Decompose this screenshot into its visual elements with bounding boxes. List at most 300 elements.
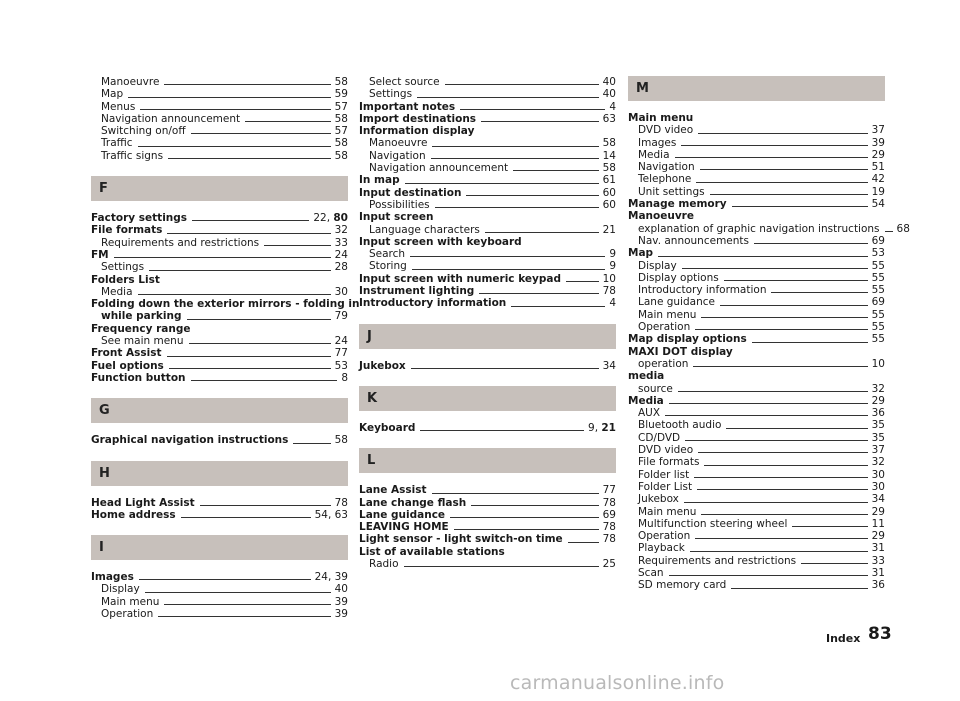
index-entry — [628, 247, 885, 259]
entry-term: Map display options — [628, 333, 747, 346]
leader-line — [681, 145, 867, 146]
index-column-3 — [628, 76, 910, 592]
leader-line — [411, 368, 599, 369]
entry-term: Menus — [101, 100, 136, 113]
leader-line — [704, 465, 867, 466]
entry-term: DVD video — [638, 124, 694, 137]
leader-line — [479, 293, 598, 294]
index-subentry — [91, 608, 348, 620]
page-reference — [335, 237, 348, 249]
entry-term: AUX — [638, 407, 661, 420]
entry-term: while parking — [101, 310, 182, 323]
page-number-text: 58 — [334, 137, 348, 150]
page-reference — [872, 235, 885, 247]
index-entry — [359, 113, 616, 125]
index-heading: MAXI DOT display — [628, 345, 733, 358]
leader-line — [698, 133, 867, 134]
page-number-text: 58 — [334, 434, 348, 447]
page-number-text: 31 — [871, 542, 885, 555]
index-entry — [91, 224, 348, 236]
page-reference — [335, 224, 348, 236]
entry-term: operation — [638, 357, 689, 370]
entry-term: Nav. announcements — [638, 234, 750, 247]
page-reference — [872, 506, 885, 518]
page-reference — [335, 150, 348, 162]
index-subentry — [628, 555, 885, 567]
page-reference — [315, 509, 348, 521]
index-entry — [359, 174, 616, 186]
page-reference — [335, 76, 348, 88]
footer-section-label: Index — [826, 632, 861, 645]
entry-term: Lane guidance — [359, 508, 446, 521]
page-reference — [872, 124, 885, 136]
index-entry — [91, 571, 348, 583]
leader-line — [187, 319, 331, 320]
page-number-text: 25 — [602, 558, 616, 571]
index-subentry — [91, 335, 348, 347]
entry-term: Storing — [369, 260, 407, 273]
leader-line — [720, 305, 868, 306]
index-entry — [359, 521, 616, 533]
page-reference — [872, 149, 885, 161]
index-heading: Main menu — [628, 112, 694, 124]
index-subentry — [359, 224, 616, 236]
index-entry — [628, 198, 885, 210]
page-number-text: 58 — [602, 137, 616, 150]
page-number-text: 10 — [871, 357, 885, 370]
entry-term: Main menu — [638, 505, 697, 518]
entry-term: Media — [628, 394, 664, 407]
page-number-text: 31 — [871, 566, 885, 579]
page-number-text: 77 — [602, 484, 616, 497]
entry-term: Radio — [369, 558, 399, 571]
page-number-text: 57 — [334, 100, 348, 113]
leader-line — [450, 517, 599, 518]
page-reference — [872, 198, 885, 210]
entry-term: Operation — [638, 321, 691, 334]
entry-term: Map — [101, 88, 124, 101]
index-subentry — [359, 558, 616, 570]
leader-line — [698, 452, 867, 453]
index-heading: Input screen with keyboard — [359, 235, 522, 248]
leader-line — [693, 366, 867, 367]
entry-term: Lane guidance — [638, 296, 715, 309]
entry-term: Navigation — [638, 161, 695, 174]
leader-line — [158, 616, 330, 617]
leader-line — [485, 232, 599, 233]
index-entry — [359, 360, 616, 372]
page-number-text: 69 — [871, 296, 885, 309]
page-reference — [335, 335, 348, 347]
index-subentry — [91, 237, 348, 249]
page-number-text: 28 — [334, 261, 348, 274]
page-reference — [335, 310, 348, 322]
page-reference — [341, 372, 348, 384]
page-reference — [603, 521, 616, 533]
leader-line — [669, 403, 868, 404]
index-entry — [359, 187, 616, 199]
main-page-reference: 80 — [333, 212, 348, 225]
index-entry — [91, 434, 348, 446]
entry-term: Navigation — [369, 149, 426, 162]
index-entry — [359, 497, 616, 509]
index-subentry — [628, 284, 885, 296]
page-number-text: 39 — [334, 595, 348, 608]
leader-line — [181, 517, 311, 518]
page-number-text: 78 — [602, 285, 616, 298]
index-heading: Folding down the exterior mirrors - folding in — [91, 298, 360, 311]
page-number-text: 35 — [871, 431, 885, 444]
entry-term: Display — [638, 259, 677, 272]
page-reference — [872, 383, 885, 395]
page-number-text: 55 — [871, 284, 885, 297]
index-subentry — [359, 260, 616, 272]
section-letter-header: F — [91, 176, 348, 201]
entry-term: CD/DVD — [638, 431, 681, 444]
page-number-text: 58 — [334, 76, 348, 88]
index-subentry — [628, 542, 885, 554]
page-reference — [609, 101, 616, 113]
page-number-text: 40 — [602, 88, 616, 101]
entry-term: Requirements and restrictions — [101, 236, 260, 249]
entry-term: Display — [101, 583, 140, 596]
page-reference — [603, 497, 616, 509]
index-subentry — [628, 469, 885, 481]
entry-term: Unit settings — [638, 185, 705, 198]
index-entry — [91, 310, 348, 322]
main-page-reference: 21 — [601, 421, 616, 434]
page-reference — [872, 530, 885, 542]
entry-term: Input screen with numeric keypad — [359, 272, 561, 285]
page-number-text: 79 — [334, 310, 348, 323]
page-reference — [603, 199, 616, 211]
page-number-text: 29 — [871, 148, 885, 161]
index-entry — [359, 484, 616, 496]
index-subentry — [359, 137, 616, 149]
page-reference — [603, 273, 616, 285]
page-number-text: 4 — [609, 100, 616, 113]
page-number: 83 — [868, 624, 892, 644]
page-number-text: 58 — [334, 149, 348, 162]
leader-line — [726, 428, 867, 429]
page-number-text: 24 — [334, 335, 348, 348]
index-subentry — [359, 248, 616, 260]
index-subentry — [91, 125, 348, 137]
entry-term: Map — [628, 247, 654, 260]
page-number-text: 30 — [334, 285, 348, 298]
index-heading: Input screen — [359, 211, 434, 224]
page-reference — [335, 113, 348, 125]
index-entry — [359, 101, 616, 113]
leader-line — [710, 194, 868, 195]
leader-line — [189, 343, 331, 344]
page-number-text: 60 — [602, 198, 616, 211]
leader-line — [682, 268, 868, 269]
leader-line — [435, 207, 599, 208]
page-number-text: 32 — [871, 382, 885, 395]
index-subentry — [91, 596, 348, 608]
entry-term: Playback — [638, 542, 685, 555]
page-number-text: 55 — [871, 271, 885, 284]
leader-line — [191, 133, 331, 134]
page-number-text: 35 — [871, 419, 885, 432]
page-reference — [603, 113, 616, 125]
page-number-text: 29 — [871, 530, 885, 543]
page-reference — [872, 518, 885, 530]
index-subentry — [628, 432, 885, 444]
index-subentry — [628, 149, 885, 161]
leader-line — [138, 294, 331, 295]
page-number-text: 39 — [334, 608, 348, 621]
leader-line — [412, 269, 606, 270]
leader-line — [771, 292, 867, 293]
leader-line — [801, 563, 867, 564]
page-reference — [872, 247, 885, 259]
page-number-text: 34 — [871, 493, 885, 506]
leader-line — [264, 245, 330, 246]
leader-line — [754, 243, 868, 244]
leader-line — [167, 356, 331, 357]
page-number-text: 30 — [871, 468, 885, 481]
index-subentry — [91, 150, 348, 162]
entry-term: Folder List — [638, 480, 693, 493]
page-number-text: 78 — [602, 533, 616, 546]
leader-line — [466, 195, 598, 196]
entry-term: Settings — [101, 261, 145, 274]
page-reference — [872, 579, 885, 591]
index-subentry — [359, 76, 616, 88]
index-subentry — [628, 260, 885, 272]
entry-term: Lane Assist — [359, 484, 427, 497]
index-subentry — [628, 222, 910, 235]
page-reference — [872, 296, 885, 308]
page-reference — [335, 434, 348, 446]
entry-term: Folder list — [638, 468, 690, 481]
index-subentry — [628, 161, 885, 173]
page-number-text: 61 — [602, 174, 616, 187]
leader-line — [460, 109, 605, 110]
page-number-text: 54 — [871, 198, 885, 211]
section-letter-header: H — [91, 461, 348, 486]
leader-line — [732, 206, 868, 207]
page-number-text: 55 — [871, 321, 885, 334]
page-reference — [872, 333, 885, 345]
page-number-text: 9, — [588, 421, 602, 434]
entry-term: explanation of graphic navigation instructions — [638, 222, 880, 235]
entry-term: Lane change flash — [359, 496, 467, 509]
page-reference — [603, 174, 616, 186]
page-number-text: 19 — [871, 185, 885, 198]
entry-term: File formats — [638, 456, 700, 469]
page-reference — [335, 608, 348, 620]
page-reference — [335, 286, 348, 298]
index-subentry — [91, 113, 348, 125]
page-reference — [603, 285, 616, 297]
page-reference — [872, 493, 885, 505]
index-column-1 — [91, 76, 360, 621]
index-subentry — [628, 493, 885, 505]
page-number-text: 36 — [871, 579, 885, 592]
page-reference — [603, 509, 616, 521]
entry-term: Telephone — [638, 173, 692, 186]
page-number-text: 68 — [896, 222, 910, 235]
index-subentry — [628, 506, 885, 518]
page-reference — [872, 137, 885, 149]
index-subentry — [628, 530, 885, 542]
leader-line — [432, 493, 599, 494]
page-reference — [335, 497, 348, 509]
leader-line — [417, 97, 599, 98]
page-reference — [872, 260, 885, 272]
page-reference — [315, 571, 348, 583]
leader-line — [700, 169, 868, 170]
page-reference — [588, 422, 616, 434]
page-reference — [603, 558, 616, 570]
page-reference — [872, 419, 885, 431]
page-reference — [872, 555, 885, 567]
leader-line — [566, 281, 599, 282]
leader-line — [420, 430, 584, 431]
index-subentry — [628, 137, 885, 149]
page-reference — [872, 321, 885, 333]
leader-line — [138, 146, 331, 147]
index-entry — [359, 273, 616, 285]
index-subentry — [628, 407, 885, 419]
leader-line — [169, 368, 331, 369]
leader-line — [149, 270, 331, 271]
page-number-text: 55 — [871, 308, 885, 321]
entry-term: Important notes — [359, 100, 456, 113]
leader-line — [684, 502, 868, 503]
page-number-text: 77 — [334, 347, 348, 360]
index-subentry — [628, 124, 885, 136]
index-entry — [359, 297, 616, 309]
index-entry — [91, 249, 348, 261]
page-reference — [335, 360, 348, 372]
entry-term: Traffic — [101, 137, 133, 150]
page-reference — [335, 347, 348, 359]
leader-line — [145, 592, 331, 593]
page-reference — [872, 358, 885, 370]
entry-term: Switching on/off — [101, 125, 186, 138]
page-reference — [335, 583, 348, 595]
page-number-text: 29 — [871, 505, 885, 518]
index-entry — [91, 372, 348, 384]
entry-term: SD memory card — [638, 579, 727, 592]
page-reference — [872, 395, 885, 407]
page-number-text: 57 — [334, 125, 348, 138]
leader-line — [568, 542, 599, 543]
page-reference — [872, 567, 885, 579]
page-number-text: 78 — [602, 496, 616, 509]
leader-line — [694, 477, 867, 478]
index-subentry — [628, 481, 885, 493]
page-reference — [335, 101, 348, 113]
entry-term: Requirements and restrictions — [638, 554, 797, 567]
page-reference — [603, 484, 616, 496]
page-reference — [603, 533, 616, 545]
page-number-text: 54, 63 — [314, 508, 348, 521]
section-letter-header: J — [359, 324, 616, 349]
entry-term: Head Light Assist — [91, 496, 195, 509]
leader-line — [164, 84, 330, 85]
index-subentry — [359, 88, 616, 100]
page-number-text: 32 — [334, 224, 348, 237]
entry-term: Main menu — [101, 595, 160, 608]
entry-term: Media — [638, 148, 670, 161]
leader-line — [665, 415, 868, 416]
leader-line — [678, 391, 868, 392]
page-reference — [603, 150, 616, 162]
entry-term: Manoeuvre — [101, 76, 160, 88]
page-number-text: 55 — [871, 259, 885, 272]
page-number-text: 33 — [334, 236, 348, 249]
page-reference — [872, 469, 885, 481]
leader-line — [658, 256, 868, 257]
index-subentry — [628, 567, 885, 579]
leader-line — [513, 170, 598, 171]
leader-line — [114, 257, 331, 258]
entry-term: Fuel options — [91, 359, 164, 372]
page-number-text: 11 — [871, 517, 885, 530]
entry-term: Jukebox — [638, 493, 679, 506]
page-number-text: 33 — [871, 554, 885, 567]
index-heading: media — [628, 370, 665, 383]
page-number-text: 78 — [334, 496, 348, 509]
index-subentry — [91, 286, 348, 298]
index-subentry — [359, 199, 616, 211]
leader-line — [164, 604, 330, 605]
watermark-text: carmanualsonline.info — [510, 672, 725, 694]
page-reference — [872, 309, 885, 321]
entry-term: DVD video — [638, 444, 694, 457]
leader-line — [695, 329, 867, 330]
page-reference — [335, 596, 348, 608]
entry-term: Jukebox — [359, 359, 406, 372]
index-subentry — [628, 272, 885, 284]
index-entry — [91, 212, 348, 224]
leader-line — [695, 538, 867, 539]
leader-line — [139, 579, 311, 580]
entry-term: Language characters — [369, 223, 480, 236]
entry-term: Input destination — [359, 186, 462, 199]
index-subentry — [91, 261, 348, 273]
entry-term: Navigation announcement — [101, 112, 241, 125]
page-number-text: 55 — [871, 333, 885, 346]
entry-term: Manage memory — [628, 198, 727, 211]
page-number-text: 58 — [334, 112, 348, 125]
index-subentry — [91, 101, 348, 113]
leader-line — [245, 121, 330, 122]
page-reference — [603, 224, 616, 236]
entry-term: Home address — [91, 508, 176, 521]
page-reference — [335, 249, 348, 261]
index-subentry — [91, 137, 348, 149]
leader-line — [701, 514, 867, 515]
page-number-text: 40 — [602, 76, 616, 88]
section-letter-header: I — [91, 535, 348, 560]
index-subentry — [359, 150, 616, 162]
entry-term: Operation — [638, 530, 691, 543]
entry-term: Manoeuvre — [369, 137, 428, 150]
index-entry — [359, 285, 616, 297]
leader-line — [690, 551, 868, 552]
entry-term: Front Assist — [91, 347, 162, 360]
entry-term: Images — [638, 136, 677, 149]
section-letter-header: M — [628, 76, 885, 101]
index-entry — [359, 422, 616, 434]
leader-line — [192, 220, 309, 221]
